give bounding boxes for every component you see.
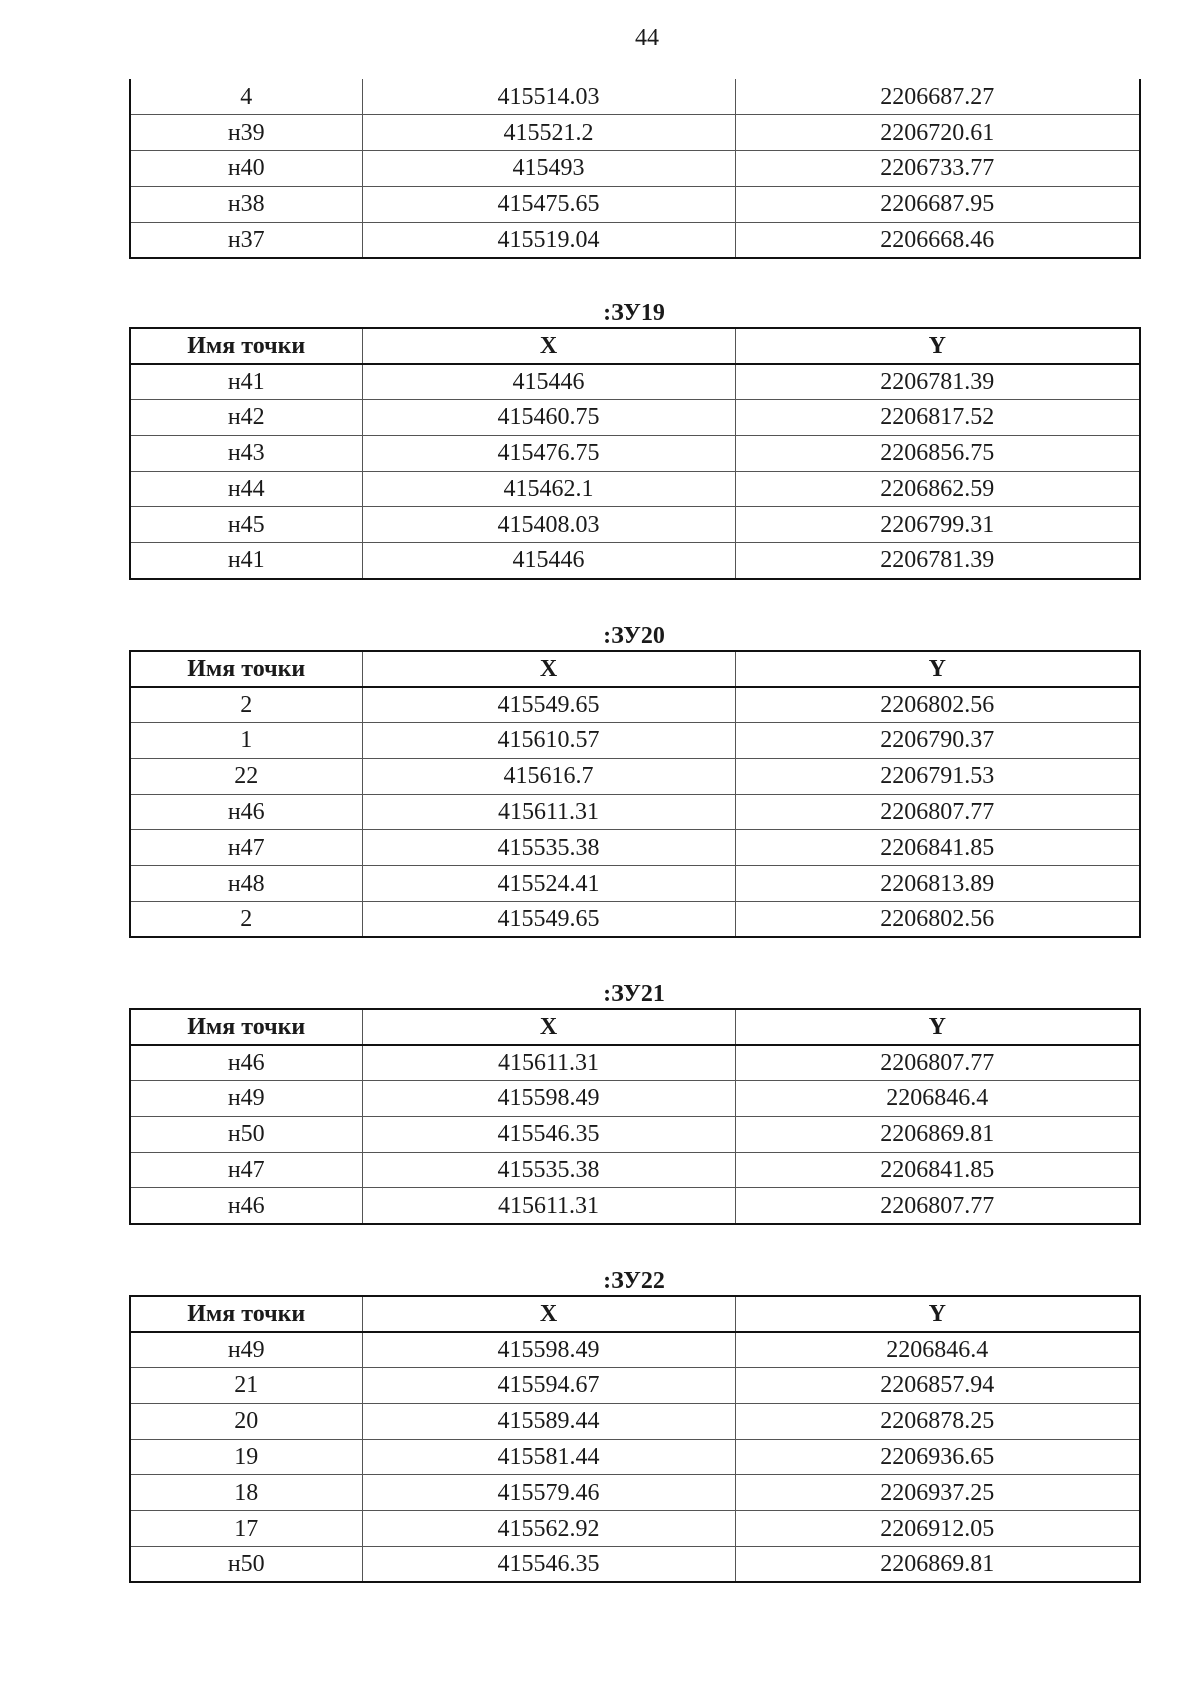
y-coordinate-cell: 2206687.27	[735, 79, 1140, 115]
section-title: :ЗУ21	[603, 981, 665, 1007]
point-name-cell: н49	[130, 1332, 362, 1368]
point-name-cell: н41	[130, 364, 362, 400]
coordinates-table-continuation	[129, 79, 1141, 259]
section-title: :ЗУ20	[603, 623, 665, 649]
point-name-cell: н37	[130, 222, 362, 258]
y-coordinate-cell: 2206791.53	[735, 758, 1140, 794]
table-row	[130, 79, 1140, 115]
point-name-cell: н39	[130, 115, 362, 151]
table-row	[130, 435, 1140, 471]
x-coordinate-cell: 415535.38	[362, 1152, 735, 1188]
y-coordinate-cell: 2206687.95	[735, 186, 1140, 222]
y-coordinate-cell: 2206733.77	[735, 151, 1140, 187]
point-name-cell: 4	[130, 79, 362, 115]
point-name-cell: 17	[130, 1511, 362, 1547]
table-row	[130, 1511, 1140, 1547]
table-row	[130, 151, 1140, 187]
x-coordinate-cell: 415611.31	[362, 1045, 735, 1081]
table-row	[130, 1403, 1140, 1439]
column-header-x: X	[362, 1009, 735, 1045]
y-coordinate-cell: 2206817.52	[735, 400, 1140, 436]
y-coordinate-cell: 2206869.81	[735, 1116, 1140, 1152]
x-coordinate-cell: 415460.75	[362, 400, 735, 436]
table-row	[130, 471, 1140, 507]
y-coordinate-cell: 2206813.89	[735, 866, 1140, 902]
y-coordinate-cell: 2206857.94	[735, 1368, 1140, 1404]
table-row	[130, 1188, 1140, 1224]
y-coordinate-cell: 2206807.77	[735, 1045, 1140, 1081]
header-row	[130, 1009, 1140, 1045]
x-coordinate-cell: 415524.41	[362, 866, 735, 902]
column-header-point-name: Имя точки	[130, 1296, 362, 1332]
point-name-cell: н50	[130, 1116, 362, 1152]
section-title: :ЗУ19	[603, 300, 665, 326]
column-header-x: X	[362, 1296, 735, 1332]
y-coordinate-cell: 2206790.37	[735, 723, 1140, 759]
y-coordinate-cell: 2206807.77	[735, 794, 1140, 830]
x-coordinate-cell: 415446	[362, 543, 735, 579]
point-name-cell: 1	[130, 723, 362, 759]
table-row	[130, 115, 1140, 151]
point-name-cell: н42	[130, 400, 362, 436]
y-coordinate-cell: 2206936.65	[735, 1439, 1140, 1475]
y-coordinate-cell: 2206846.4	[735, 1081, 1140, 1117]
x-coordinate-cell: 415549.65	[362, 902, 735, 938]
point-name-cell: н43	[130, 435, 362, 471]
y-coordinate-cell: 2206720.61	[735, 115, 1140, 151]
table-row	[130, 794, 1140, 830]
x-coordinate-cell: 415579.46	[362, 1475, 735, 1511]
x-coordinate-cell: 415581.44	[362, 1439, 735, 1475]
table-row	[130, 1332, 1140, 1368]
x-coordinate-cell: 415598.49	[362, 1081, 735, 1117]
point-name-cell: н44	[130, 471, 362, 507]
column-header-point-name: Имя точки	[130, 651, 362, 687]
section-zu19	[129, 299, 1139, 580]
column-header-y: Y	[735, 328, 1140, 364]
table-row	[130, 1368, 1140, 1404]
section-zu22	[129, 1267, 1139, 1583]
point-name-cell: н49	[130, 1081, 362, 1117]
y-coordinate-cell: 2206937.25	[735, 1475, 1140, 1511]
y-coordinate-cell: 2206841.85	[735, 830, 1140, 866]
x-coordinate-cell: 415546.35	[362, 1116, 735, 1152]
column-header-y: Y	[735, 651, 1140, 687]
point-name-cell: 20	[130, 1403, 362, 1439]
point-name-cell: 2	[130, 902, 362, 938]
y-coordinate-cell: 2206781.39	[735, 364, 1140, 400]
y-coordinate-cell: 2206869.81	[735, 1547, 1140, 1583]
x-coordinate-cell: 415476.75	[362, 435, 735, 471]
x-coordinate-cell: 415514.03	[362, 79, 735, 115]
coordinates-table-zu19	[129, 327, 1141, 580]
x-coordinate-cell: 415535.38	[362, 830, 735, 866]
column-header-y: Y	[735, 1296, 1140, 1332]
point-name-cell: н41	[130, 543, 362, 579]
table-row	[130, 723, 1140, 759]
table-row	[130, 1152, 1140, 1188]
x-coordinate-cell: 415589.44	[362, 1403, 735, 1439]
table-row	[130, 687, 1140, 723]
point-name-cell: н46	[130, 1045, 362, 1081]
x-coordinate-cell: 415475.65	[362, 186, 735, 222]
y-coordinate-cell: 2206862.59	[735, 471, 1140, 507]
point-name-cell: н45	[130, 507, 362, 543]
x-coordinate-cell: 415611.31	[362, 794, 735, 830]
y-coordinate-cell: 2206668.46	[735, 222, 1140, 258]
table-row	[130, 1081, 1140, 1117]
y-coordinate-cell: 2206781.39	[735, 543, 1140, 579]
y-coordinate-cell: 2206912.05	[735, 1511, 1140, 1547]
table-row	[130, 507, 1140, 543]
x-coordinate-cell: 415521.2	[362, 115, 735, 151]
header-row	[130, 328, 1140, 364]
table-row	[130, 1475, 1140, 1511]
table-row	[130, 1116, 1140, 1152]
y-coordinate-cell: 2206802.56	[735, 902, 1140, 938]
point-name-cell: н38	[130, 186, 362, 222]
column-header-x: X	[362, 328, 735, 364]
table-row	[130, 222, 1140, 258]
column-header-point-name: Имя точки	[130, 1009, 362, 1045]
x-coordinate-cell: 415616.7	[362, 758, 735, 794]
y-coordinate-cell: 2206846.4	[735, 1332, 1140, 1368]
column-header-y: Y	[735, 1009, 1140, 1045]
table-row	[130, 866, 1140, 902]
coordinates-table-zu22	[129, 1295, 1141, 1583]
coordinates-table-zu21	[129, 1008, 1141, 1225]
point-name-cell: 19	[130, 1439, 362, 1475]
x-coordinate-cell: 415462.1	[362, 471, 735, 507]
page-number: 44	[635, 25, 659, 51]
point-name-cell: н47	[130, 830, 362, 866]
section-zu21	[129, 980, 1139, 1225]
table-row	[130, 1439, 1140, 1475]
y-coordinate-cell: 2206799.31	[735, 507, 1140, 543]
coordinates-table-zu20	[129, 650, 1141, 938]
point-name-cell: н48	[130, 866, 362, 902]
point-name-cell: 2	[130, 687, 362, 723]
point-name-cell: н40	[130, 151, 362, 187]
table-row	[130, 830, 1140, 866]
table-row	[130, 1045, 1140, 1081]
x-coordinate-cell: 415493	[362, 151, 735, 187]
y-coordinate-cell: 2206802.56	[735, 687, 1140, 723]
x-coordinate-cell: 415519.04	[362, 222, 735, 258]
table-row	[130, 543, 1140, 579]
column-header-point-name: Имя точки	[130, 328, 362, 364]
point-name-cell: 21	[130, 1368, 362, 1404]
section-zu20	[129, 622, 1139, 938]
point-name-cell: 18	[130, 1475, 362, 1511]
x-coordinate-cell: 415446	[362, 364, 735, 400]
continuation-block	[129, 79, 1139, 259]
y-coordinate-cell: 2206878.25	[735, 1403, 1140, 1439]
table-row	[130, 186, 1140, 222]
y-coordinate-cell: 2206807.77	[735, 1188, 1140, 1224]
x-coordinate-cell: 415408.03	[362, 507, 735, 543]
x-coordinate-cell: 415594.67	[362, 1368, 735, 1404]
x-coordinate-cell: 415598.49	[362, 1332, 735, 1368]
table-row	[130, 364, 1140, 400]
x-coordinate-cell: 415611.31	[362, 1188, 735, 1224]
x-coordinate-cell: 415562.92	[362, 1511, 735, 1547]
x-coordinate-cell: 415549.65	[362, 687, 735, 723]
header-row	[130, 1296, 1140, 1332]
y-coordinate-cell: 2206856.75	[735, 435, 1140, 471]
table-row	[130, 400, 1140, 436]
point-name-cell: н50	[130, 1547, 362, 1583]
x-coordinate-cell: 415546.35	[362, 1547, 735, 1583]
point-name-cell: 22	[130, 758, 362, 794]
table-row	[130, 758, 1140, 794]
x-coordinate-cell: 415610.57	[362, 723, 735, 759]
table-row	[130, 1547, 1140, 1583]
point-name-cell: н46	[130, 1188, 362, 1224]
table-row	[130, 902, 1140, 938]
point-name-cell: н47	[130, 1152, 362, 1188]
column-header-x: X	[362, 651, 735, 687]
y-coordinate-cell: 2206841.85	[735, 1152, 1140, 1188]
point-name-cell: н46	[130, 794, 362, 830]
header-row	[130, 651, 1140, 687]
section-title: :ЗУ22	[603, 1268, 665, 1294]
